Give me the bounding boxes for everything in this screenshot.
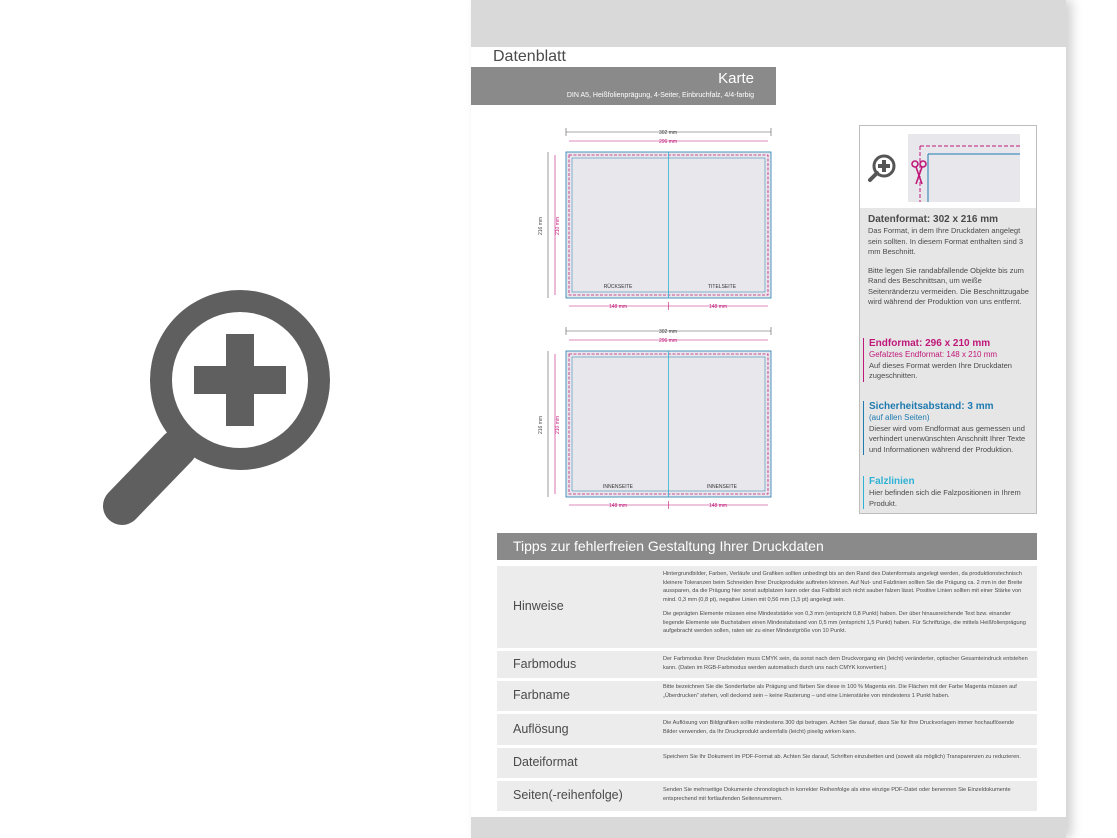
dim-inner-width-2: 296 mm [658, 338, 678, 344]
tip-text [663, 570, 1029, 636]
format-diagram [526, 122, 781, 522]
dim-inner-width: 296 mm [658, 139, 678, 145]
product-title: Karte [718, 70, 754, 87]
tip-text: Senden Sie mehrseitige Dokumente chronologisch in korrekter Reihenfolge als eine einzige PDF-Datei oder benennen Sie Einzeldokumente entsprechend mit fortlaufenden Seitennummern. [663, 787, 1011, 802]
footer-band [471, 817, 1066, 838]
tip-row-dateiformat [497, 748, 1037, 778]
panel-label-titelseite: TITELSEITE [707, 284, 737, 290]
falzlinien-text: Hier befinden sich die Falzpositionen in Ihrem Produkt. [869, 488, 1021, 508]
tip-text: Bitte bezeichnen Sie die Sonderfarbe als Prägung und färben Sie diese in 100 % Magenta ein. Die Flächen mit der Farbe Magenta müssen auf „Überdrucken“ stehen, voll deckend sein – keine Rasterung – und eine Linienstärke von mindestens 1 Punkt haben. [663, 684, 1017, 699]
page-title: Datenblatt [471, 47, 591, 67]
tip-label: Farbmodus [513, 657, 577, 671]
tip-text-paragraph-1: Hintergrundbilder, Farben, Verläufe und Grafiken sollten unbedingt bis an den Rand des Datenformats angelegt werden, da produktionstechnisch kleinere Toleranzen beim Schneiden Ihrer Druckprodukte auftreten können. Auf Nut- und Falzlinien sollten Sie die Prägung ca. 2 mm in der Breite aussparen, da die Prägung hier sonst aufplatzen kann oder das Faltbild sich nicht sauber falzen lässt. Positive Linien sollten mit einer Stärke von mind. 0,3 mm (0,8 pt), negative Linien mit 0,56 mm (1,5 pt) angelegt sein. [663, 571, 1023, 603]
sicherheit-text: Dieser wird vom Endformat aus gemessen und verhindert unerwünschten Anschnitt Ihrer Texte und Informationen während der Produktion. [869, 423, 1026, 454]
info-endformat [863, 338, 1029, 382]
tip-label: Farbname [513, 688, 570, 702]
info-datenformat [868, 214, 1034, 308]
product-subtitle: DIN A5, Heißfolienprägung, 4-Seiter, Einbruchfalz, 4/4-farbig [566, 92, 754, 99]
panel-label-innenseite-left: INNENSEITE [602, 484, 634, 490]
dim-panel-right: 148 mm [708, 304, 728, 310]
endformat-sub: Gefalztes Endformat: 148 x 210 mm [869, 350, 998, 359]
tip-text-paragraph-2: Die geprägten Elemente müssen eine Mindeststärke von 0,3 mm (entspricht 0,8 Punkt) haben. Der über hinausreichende Text bzw. einander liegende Elemente wie Buchstaben einen Mindestabstand von 0,5 mm (entspricht 1,5 Punkt) haben. Für Schriftzüge, die mittels Heißfolienprägung aufgebracht werden sollen, raten wir zu einer Mindestgröße von 10 Punkt. [663, 611, 1026, 634]
sicherheit-sub: (auf allen Seiten) [869, 413, 930, 422]
sicherheit-title: Sicherheitsabstand: 3 mm [869, 401, 994, 412]
info-sicherheitsabstand [863, 401, 1029, 455]
tip-label: Hinweise [513, 599, 564, 613]
tip-label: Dateiformat [513, 755, 578, 769]
tip-row-seitenreihenfolge [497, 781, 1037, 811]
tip-text: Speichern Sie Ihr Dokument im PDF-Format ab. Achten Sie darauf, Schriften einzubetten und (soweit als möglich) Transparenzen zu reduzieren. [663, 754, 1021, 760]
tip-row-farbname [497, 681, 1037, 711]
dim-panel-left-2: 148 mm [608, 503, 628, 509]
tip-row-farbmodus [497, 651, 1037, 678]
header-band [471, 0, 1066, 47]
tip-label: Auflösung [513, 722, 569, 736]
zoom-in-icon[interactable] [100, 270, 460, 570]
endformat-title: Endformat: 296 x 210 mm [869, 338, 991, 349]
info-falzlinien [863, 476, 1029, 509]
info-box [859, 125, 1037, 514]
dim-panel-right-2: 148 mm [708, 503, 728, 509]
diagram-inside [538, 327, 771, 509]
dim-outer-width: 302 mm [658, 130, 678, 136]
falzlinien-title: Falzlinien [869, 476, 915, 487]
tips-header: Tipps zur fehlerfreien Gestaltung Ihrer Druckdaten [497, 533, 1037, 560]
dim-outer-width-2: 302 mm [658, 329, 678, 335]
tip-label: Seiten(-reihenfolge) [513, 788, 623, 802]
dim-inner-height-2: 210 mm [555, 415, 561, 435]
tip-row-hinweise [497, 566, 1037, 648]
tip-text: Die Auflösung von Bildgrafiken sollte mindestens 300 dpi betragen. Achten Sie darauf, dass Sie für Ihre Druckvorlagen immer hochauflösende Bilder verwenden, da Ihr Druckprodukt andernfalls (leicht) pixelig wirken kann. [663, 720, 1015, 735]
diagram-outside [538, 128, 771, 310]
datenformat-text1: Das Format, in dem Ihre Druckdaten angelegt sein sollten. In diesem Format enthalten sind 3 mm Beschnitt. [868, 226, 1024, 256]
dim-inner-height: 210 mm [555, 216, 561, 236]
tip-row-aufloesung [497, 714, 1037, 745]
datenformat-title: Datenformat: 302 x 216 mm [868, 214, 999, 225]
endformat-text: Auf dieses Format werden Ihre Druckdaten zugeschnitten. [869, 360, 1012, 380]
tip-text: Der Farbmodus Ihrer Druckdaten muss CMYK sein, da sonst nach dem Druckvorgang ein (leicht) veränderter, optischer Gesamteindruck entstehen kann. (Daten im RGB-Farbmodus werden automatisch durch uns nach CMYK konvertiert.) [663, 656, 1028, 671]
dim-panel-left: 148 mm [608, 304, 628, 310]
dim-outer-height-2: 216 mm [538, 415, 544, 435]
panel-label-rueckseite: RÜCKSEITE [603, 284, 633, 290]
product-bar [471, 67, 776, 105]
datenformat-text2: Bitte legen Sie randabfallende Objekte bis zum Rand des Beschnittsan, um weiße Seitenränderzu vermeiden. Die Beschnittzugabe wird während der Produktion von uns entfernt. [868, 265, 1029, 306]
corner-preview [860, 126, 1036, 208]
datasheet-page [471, 0, 1066, 838]
dim-outer-height: 216 mm [538, 216, 544, 236]
panel-label-innenseite-right: INNENSEITE [706, 484, 738, 490]
